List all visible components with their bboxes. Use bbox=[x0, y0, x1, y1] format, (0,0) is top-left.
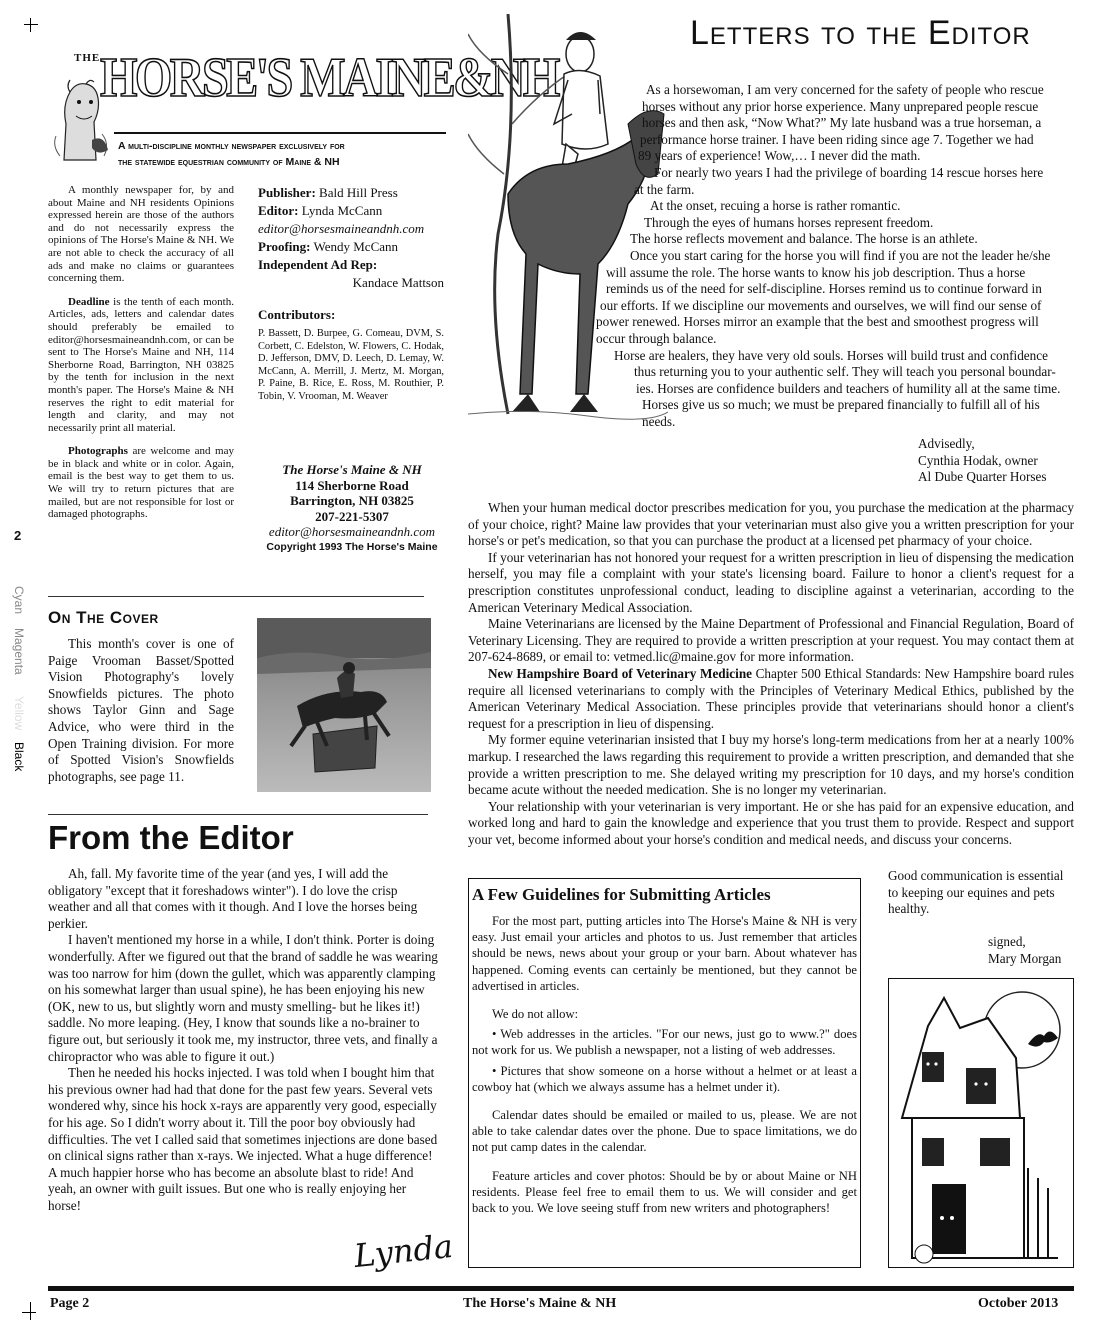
editor-p2: I haven't mentioned my horse in a while, I don't think. Porter is doing wonderfully. After we figured out that the brand of saddle he was wearing was too narrow for him (down the gullet, which was apparently clamping on his somewhat larger than usual spine), he has been enjoying his new (OK, new to us, but slightly worn and musty smelling- but he likes it!) saddle. No more leaping. (Hey, I know that sounds like a no-brainer to figure out, but seriously it took me, my instructor, three vets, and finally a chiropractor who was able to figure it out.) bbox=[48, 932, 438, 1064]
letter1-line: performance horse trainer. I have been riding since age 7. Together we had bbox=[640, 131, 1034, 147]
letter1-line: As a horsewoman, I am very concerned for the safety of people who rescue bbox=[646, 82, 1044, 97]
proofing-value: Wendy McCann bbox=[313, 239, 399, 254]
letter1-line: reminds us of the need for self-discipline. Horses remind us to continue forward in bbox=[606, 281, 1042, 297]
color-cyan: Cyan bbox=[12, 586, 26, 615]
letter2-p3: Maine Veterinarians are licensed by the Maine Department of Professional and Financial Regulation, Board of Veterinary Licensing. They are required to provide a written prescription at your request. You may contact them at 207-624-8689, or email to: vetmed.lic@maine.gov for more information. bbox=[468, 616, 1074, 665]
guidelines-heading: A Few Guidelines for Submitting Articles bbox=[472, 885, 771, 904]
guidelines-box bbox=[468, 878, 861, 1268]
about-intro: A monthly newspaper for, by and about Maine and NH residents Opinions expressed herein are those of the authors and do not necessarily express the opinions of The Horse's Maine & NH. We are not able to check the accuracy of all ads and make no claims or guarantees concerning them. bbox=[48, 184, 234, 285]
sign2-line: Mary Morgan bbox=[988, 950, 1062, 966]
footer-page: Page 2 bbox=[50, 1296, 90, 1311]
about-deadline bbox=[48, 296, 234, 435]
editor-label: Editor: bbox=[258, 203, 299, 218]
letter1-line: Once you start caring for the horse you will find if you are not the leader he/she bbox=[630, 247, 1051, 263]
letter1-signature bbox=[918, 436, 1047, 486]
address-email[interactable]: editor@horsesmaineandnh.com bbox=[268, 524, 436, 540]
sign1-line: Advisedly, bbox=[918, 436, 975, 451]
editor-line bbox=[258, 202, 444, 220]
letter1-line: ies. Horses are confidence builders and teachers of humility all at the same time. bbox=[636, 380, 1061, 396]
about-column bbox=[48, 184, 234, 521]
editor-value: Lynda McCann bbox=[301, 203, 383, 218]
publisher-label: Publisher: bbox=[258, 185, 316, 200]
adrep-label: Independent Ad Rep: bbox=[258, 257, 378, 272]
letter2-signature bbox=[988, 934, 1061, 967]
letter1-line: Through the eyes of humans horses represent freedom. bbox=[644, 214, 934, 230]
guidelines-p4: Feature articles and cover photos: Should be by or about Maine or NH residents. Please feel free to email them to us. We will consider and get back to you. We love seeing stuff from new writers and photographers! bbox=[472, 1168, 857, 1216]
letter1-line: will assume the role. The horse wants to know his job description. Thus a horse bbox=[606, 264, 1026, 280]
letter1-line: horses and then ask, “Now What?” My late husband was a true horseman, a bbox=[642, 115, 1042, 131]
letter1-line: at the farm. bbox=[634, 181, 695, 197]
proofing-line bbox=[258, 238, 444, 256]
nh-board-text: Chapter 500 Ethical Standards: New Hampshire board rules require all licensed veterinarians to comply with the Principles of Veterinary Medical Ethics, published by the American Veterinary Medical Association. These principles provide that veterinarians should honor a client's request for a prescription in lieu of dispensing. bbox=[468, 665, 1074, 731]
letters-part1 bbox=[596, 82, 1074, 430]
letter1-line: our efforts. If we discipline our movements and ourselves, we will find our sense of bbox=[600, 297, 1042, 313]
guidelines-bullet-2: • Pictures that show someone on a horse without a helmet or at least a cowboy hat (which we always assume has a helmet under it). bbox=[472, 1063, 857, 1094]
editor-body bbox=[48, 866, 440, 1214]
letter1-line: horses without any prior horse experience. Many unprepared people rescue bbox=[642, 98, 1039, 114]
letters-heading: Letters to the Editor bbox=[690, 14, 1031, 52]
color-magenta: Magenta bbox=[12, 628, 26, 675]
masthead-tagline bbox=[118, 138, 448, 170]
divider-editor-top bbox=[48, 814, 428, 815]
nh-board-label: New Hampshire Board of Veterinary Medicine bbox=[488, 665, 753, 681]
letter2-p1: When your human medical doctor prescribes medication for you, you purchase the medication at the pharmacy of your choice, right? Maine law provides that your veterinarian must also give you a written prescription for your horse's or pet's medication, so that you can purchase the product at a licensed pet pharmacy of your choice. bbox=[468, 500, 1074, 549]
editor-p1: Ah, fall. My favorite time of the year (and yes, I will add the obligatory "except that it foreshadows winter"). I do love the crisp weather and all that comes with it though. And I love the horses being perkier. bbox=[48, 866, 418, 931]
address-block bbox=[252, 462, 452, 556]
crop-mark-bottom-h bbox=[22, 1312, 36, 1313]
address-city: Barrington, NH 03825 bbox=[290, 493, 414, 509]
sign1-line: Al Dube Quarter Horses bbox=[918, 469, 1047, 485]
letter1-line: power renewed. Horses mirror an example that the best and smoothest progress will bbox=[596, 314, 1039, 330]
letters-part2 bbox=[468, 500, 1074, 848]
color-registration bbox=[8, 586, 36, 786]
address-copyright: Copyright 1993 The Horse's Maine bbox=[266, 540, 438, 553]
cover-text: This month's cover is one of Paige Vrooman Basset/Spotted Vision Photography's lovely Snowfields pictures. The photo shows Taylor Ginn and Sage Advice, who were third in the Open Training division. For more of Spotted Vision's Snowfields photographs, see page 11. bbox=[48, 636, 234, 784]
editor-heading: From the Editor bbox=[48, 819, 294, 856]
guidelines-p1: For the most part, putting articles into The Horse's Maine & NH is very easy. Just email your articles and photos to us. Just remember that articles should be news, news about your group or your barn. About whatever has happened. Coming events can certainly be mentioned, but they cannot be advertised in articles. bbox=[472, 914, 857, 993]
publisher-line bbox=[258, 184, 444, 202]
guidelines-p3: Calendar dates should be emailed or mailed to us, please. We are not able to take calendar dates over the phone. Due to space limitations, we do not put camp dates in the calendar. bbox=[472, 1108, 857, 1155]
masthead bbox=[46, 40, 558, 180]
letter1-line: For nearly two years I had the privilege of boarding 14 rescue horses here bbox=[654, 164, 1044, 180]
letter1-line: Horse are healers, they have very old souls. Horses will build trust and confidence bbox=[614, 347, 1048, 363]
letter2-p6: Your relationship with your veterinarian is very important. He or she has paid for an expensive education, and worked long and hard to gain the knowledge and experience that you trust them to provide. Respect and support your vet, become informed about your horse's condition and medical needs, and discuss your concerns. bbox=[468, 798, 1074, 847]
proofing-label: Proofing: bbox=[258, 239, 311, 254]
adrep-value: Kandace Mattson bbox=[352, 275, 444, 290]
divider-cover-top bbox=[48, 596, 424, 597]
photos-text: are welcome and may be in black and white or in color. Again, email is the best way to get them to us. We will try to return pictures that are mailed, but are not responsible for lost or damaged photographs. bbox=[48, 445, 234, 521]
tagline-line-2: the statewide equestrian community of Maine & NH bbox=[118, 156, 340, 168]
letter1-line: thus returning you to your authentic self. They will teach you personal boundar- bbox=[634, 364, 1056, 380]
guidelines-p2: We do not allow: bbox=[492, 1007, 579, 1022]
masthead-the: THE bbox=[74, 52, 101, 64]
letter2-p7: Good communication is essential to keeping our equines and pets healthy. bbox=[888, 868, 1064, 917]
address-street: 114 Sherborne Road bbox=[295, 477, 409, 493]
letter2-p5: My former equine veterinarian insisted that I buy my horse's long-term medications from her at a nearly 100% markup. I researched the laws regarding this requirement to provide a written prescription, and demanded that she provide a written prescription to me. She delayed writing my prescription for 10 days, and my horse's condition became acute without the needed medication. She is no longer my veterinarian. bbox=[468, 732, 1074, 798]
masthead-title: HORSE'S MAINE&NH bbox=[100, 47, 558, 109]
editor-signature: Lynda bbox=[352, 1226, 455, 1276]
contributors-label: Contributors: bbox=[258, 307, 336, 322]
letter1-line: occur through balance. bbox=[596, 330, 717, 346]
footer-rule bbox=[48, 1286, 1074, 1291]
guidelines-bullet-1: • Web addresses in the articles. "For our news, just go to www.?" does not work for us. We publish a newspaper, not a listing of web addresses. bbox=[472, 1027, 857, 1058]
editor-email[interactable]: editor@horsesmaineandnh.com bbox=[258, 221, 425, 236]
letter1-line: 89 years of experience! Wow,… I never did the math. bbox=[638, 148, 921, 164]
letter2-p2: If your veterinarian has not honored your request for a written prescription in lieu of dispensing the medication herself, you may file a complaint with your state's licensing board. Failure to honor a client's request for a prescription constitutes unprofessional conduct, leading to discipline against a veterinarian, according to the American Veterinary Medical Association. bbox=[468, 549, 1074, 615]
footer-title: The Horse's Maine & NH bbox=[463, 1296, 617, 1311]
crop-mark-bottom bbox=[30, 1302, 31, 1320]
sign2-line: signed, bbox=[988, 934, 1026, 949]
about-photos bbox=[48, 445, 234, 521]
color-black: Black bbox=[12, 742, 26, 772]
deadline-text: is the tenth of each month. Articles, ads, letters and calendar dates should preferably be emailed to editor@horsesmaineandnh.com, or can be sent to The Horse's Maine and NH, 114 Sherborne Road, Barrington, NH 03825 by the tenth for inclusion in the next month's paper. The Horse's Maine & NH reserves the right to edit material for length and clarity, and may not necessarily print all material. bbox=[48, 295, 234, 434]
letter1-line: The horse reflects movement and balance. The horse is an athlete. bbox=[630, 231, 978, 247]
haunted-house-illustration bbox=[888, 978, 1074, 1268]
contributors-list: P. Bassett, D. Burpee, G. Comeau, DVM, S. Corbett, C. Edelston, W. Flowers, C. Hodak, D. Jefferson, DMV, D. Leech, D. Lemay, W. McCann, A. Merrill, J. Mertz, M. Morgan, P. Paine, B. Rice, E. Ross, M. Routhier, P. Tobin, V. Vrooman, M. Weaver bbox=[258, 328, 444, 402]
address-phone: 207-221-5307 bbox=[315, 508, 389, 524]
page-number-margin: 2 bbox=[14, 528, 22, 543]
masthead-rule bbox=[114, 132, 446, 134]
cover-photo bbox=[257, 618, 431, 792]
letter2-p4 bbox=[468, 666, 1074, 732]
publisher-value: Bald Hill Press bbox=[319, 185, 398, 200]
staff-box bbox=[258, 184, 444, 404]
crop-mark-top bbox=[30, 18, 31, 32]
editor-p3: Then he needed his hocks injected. I was told when I bought him that his previous owner had had that done for the past few years. Several vets wondered why, since his hock x-rays are apparently very good, especially for his age. So I didn't worry about it. Till the poor boy obviously had difficulties. The vet I called said that sometimes injections are done based on clinical signs rather than x-rays. We injected. What a huge difference! A much happier horse who has become an absolute blast to ride! And yeah, an owner with guilt issues. But one who is really enjoying her horse! bbox=[48, 1065, 438, 1213]
color-yellow: Yellow bbox=[12, 696, 26, 731]
tagline-line-1: A multi-discipline monthly newspaper exclusively for bbox=[118, 140, 345, 152]
crop-mark-top-h bbox=[24, 24, 38, 25]
address-name: The Horse's Maine & NH bbox=[282, 462, 422, 477]
cover-heading: On The Cover bbox=[48, 608, 159, 627]
sign1-line: Cynthia Hodak, owner bbox=[918, 452, 1038, 468]
letter1-line: Horses give us so much; we must be prepared financially to fulfill all of his needs. bbox=[642, 397, 1040, 429]
deadline-label: Deadline bbox=[68, 295, 110, 308]
letter1-line: At the onset, recuing a horse is rather romantic. bbox=[650, 198, 901, 214]
photos-label: Photographs bbox=[68, 445, 128, 458]
footer-date: October 2013 bbox=[978, 1296, 1059, 1311]
